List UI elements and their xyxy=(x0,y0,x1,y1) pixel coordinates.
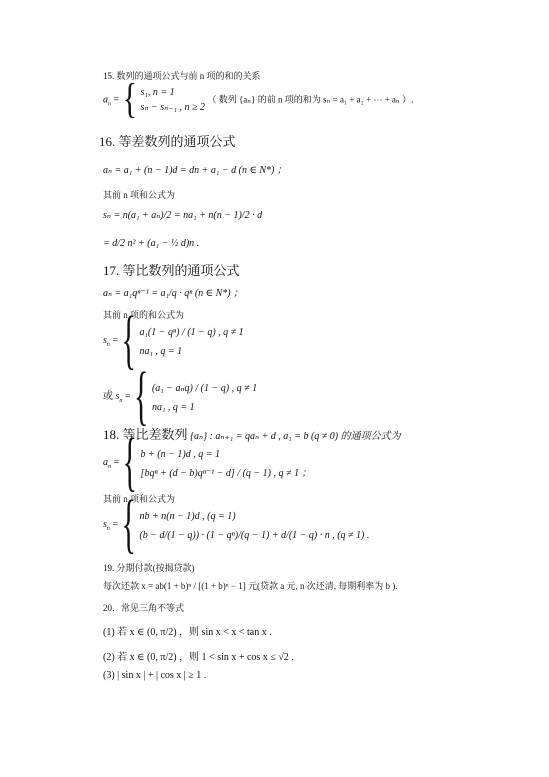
case-2: (b − d/(1 − q)) · (1 − qⁿ)/(q − 1) + d/(1 − q) · n , (q ≠ 1) . xyxy=(139,530,370,541)
cases xyxy=(139,322,243,359)
case-1: (a₁ − aₙq) / (1 − q) , q ≠ 1 xyxy=(151,383,258,394)
section-17-sum-b: 或 $s_n$ = { (a₁ − aₙq) / (1 − q) , q ≠ 1 na₁ , q = 1 xyxy=(103,359,258,432)
section-18-sum: $s_n$ = { nb + n(n − 1)d , (q = 1) (b − d/(1 − q)) · (1 − qⁿ)/(q − 1) + d/(1 − q) · n , (q ≠ 1) . xyxy=(103,487,370,560)
section-18-sum-intro: 其前 n 项和公式为 xyxy=(103,494,176,504)
section-15-title: 15. 数列的通项公式与前 n 项的和的关系 xyxy=(103,71,261,81)
section-19-text: 每次还款 x = ab(1 + b)ⁿ / [(1 + b)ⁿ − 1] 元(贷款 a 元, n 次还清, 每期利率为 b ). xyxy=(103,581,398,591)
lhs: a xyxy=(103,94,108,106)
case-2: na₁ , q = 1 xyxy=(151,402,195,413)
left-brace: { xyxy=(122,425,138,498)
cases xyxy=(139,506,369,543)
section-16-sum-line1: sₙ = n(a₁ + aₙ)/2 = na₁ + n(n − 1)/2 · d xyxy=(103,210,263,221)
section-16-sum-intro: 其前 n 项和公式为 xyxy=(103,190,176,200)
section-15-formula: $a_n$ = { s₁, n = 1 sₙ − sₙ₋₁ , n ≥ 2 （ 数列 {aₙ} 的前 n 项的和为 sₙ = a₁ + a₂ + ⋯ + aₙ ）. xyxy=(103,76,414,123)
or-label: 或 xyxy=(103,390,113,402)
case-2: [bqⁿ + (d − b)qⁿ⁻¹ − d] / (q − 1) , q ≠ 1 ； xyxy=(140,468,312,479)
section-17-sum-intro: 其前 n 项的和公式为 xyxy=(103,310,185,320)
left-brace: { xyxy=(121,487,136,560)
cases xyxy=(141,444,312,481)
section-17-sum-a: $s_n$ = { a₁(1 − qⁿ) / (1 − q) , q ≠ 1 na₁ , q = 1 xyxy=(103,303,244,376)
section-16-title: 16. 等差数列的通项公式 xyxy=(99,134,236,149)
section-20-item-2: (2) 若 x ∈ (0, π/2) ，则 1 < sin x + cos x ≤ √2 . xyxy=(103,652,294,663)
case-1: a₁(1 − qⁿ) / (1 − q) , q ≠ 1 xyxy=(139,327,244,338)
section-18-header xyxy=(103,424,401,443)
section-17-formula: aₙ = a₁qⁿ⁻¹ = a₁/q · qⁿ (n ∈ N*) ； xyxy=(103,288,244,299)
section-20-title: 20．常见三角不等式 xyxy=(103,603,185,613)
section-18-general-term: $a_n$ = { b + (n − 1)d , q = 1 [bqⁿ + (d − b)qⁿ⁻¹ − d] / (q − 1) , q ≠ 1 ； xyxy=(103,425,312,498)
note: （ 数列 {aₙ} 的前 n 项的和为 sₙ = a₁ + a₂ + ⋯ + aₙ ）. xyxy=(207,94,414,105)
section-18-title: 18. 等比差数列 xyxy=(103,427,188,442)
case-1: nb + n(n − 1)d , (q = 1) xyxy=(139,511,236,522)
section-20-item-1: (1) 若 x ∈ (0, π/2) ，则 sin x < x < tan x . xyxy=(103,627,272,638)
cases xyxy=(141,85,205,115)
left-brace: { xyxy=(122,76,138,123)
left-brace: { xyxy=(121,303,136,376)
case-2: na₁ , q = 1 xyxy=(139,346,183,357)
cases xyxy=(152,378,257,415)
section-20-item-3: (3) | sin x | + | cos x | ≥ 1 . xyxy=(103,670,207,681)
left-brace: { xyxy=(134,359,149,432)
case-1: b + (n − 1)d , q = 1 xyxy=(140,449,220,460)
case-2: sₙ − sₙ₋₁ , n ≥ 2 xyxy=(140,102,205,113)
case-1: s₁, n = 1 xyxy=(140,87,175,98)
section-19-title: 19. 分期付款(按揭贷款) xyxy=(103,563,195,573)
section-17-title: 17. 等比数列的通项公式 xyxy=(103,263,240,278)
section-16-formula: aₙ = a₁ + (n − 1)d = dn + a₁ − d (n ∈ N*) ； xyxy=(103,165,287,176)
section-18-cond: {aₙ} : aₙ₊₁ = qaₙ + d , a₁ = b (q ≠ 0) 的通项公式为 xyxy=(190,431,401,442)
section-16-sum-line2: = d/2 n² + (a₁ − ½ d)n . xyxy=(103,238,200,249)
